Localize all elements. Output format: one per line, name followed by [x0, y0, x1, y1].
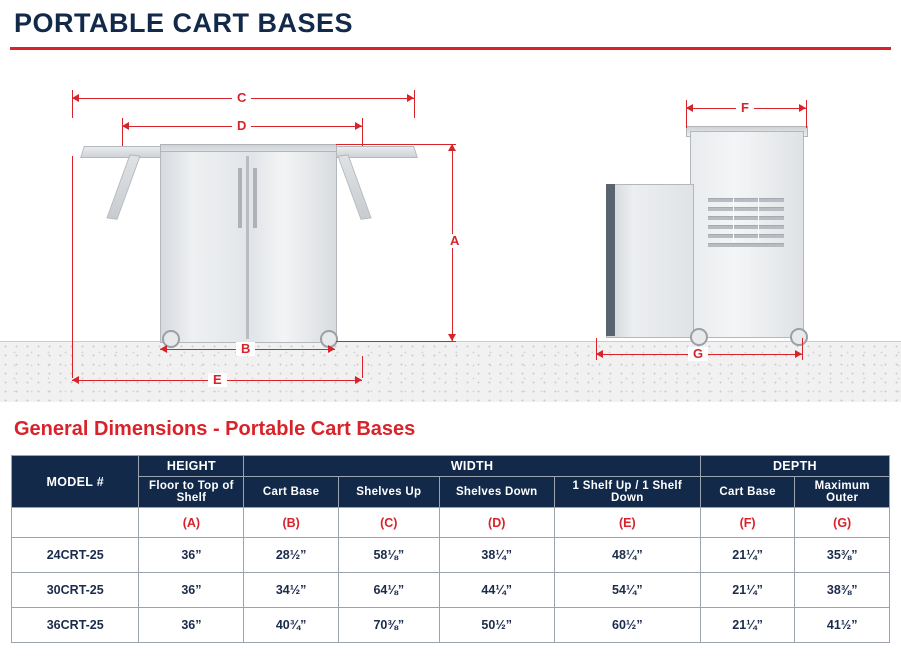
cell-width-e: 60½”: [554, 608, 700, 643]
dim-a-ext-top: [336, 144, 456, 145]
dim-label-d: D: [232, 119, 251, 133]
cell-depth-f: 21¼”: [700, 608, 795, 643]
section-heading: General Dimensions - Portable Cart Bases: [14, 418, 416, 440]
dim-b-arrow-right: [328, 345, 335, 353]
dim-e-ext-left: [72, 156, 73, 378]
dim-c-arrow-right: [407, 94, 414, 102]
dim-e-arrow-left: [72, 376, 79, 384]
cell-height-a: 36”: [139, 608, 244, 643]
vent-louvers: [708, 198, 784, 242]
vent-divider: [758, 198, 759, 242]
dim-f-ext-right: [806, 100, 807, 128]
cell-depth-g: 38⅜”: [795, 573, 890, 608]
dimensions-table: [11, 455, 890, 643]
cell-depth-f: 21¼”: [700, 573, 795, 608]
table-letter-row: [12, 508, 890, 538]
cell-model: 30CRT-25: [12, 573, 139, 608]
cell-model: 24CRT-25: [12, 538, 139, 573]
cart-door-handle-left: [238, 168, 242, 228]
header-model: MODEL #: [12, 456, 139, 508]
left-shelf-brace: [106, 154, 140, 220]
table-subheader-row: [12, 477, 890, 508]
cell-width-d: 50½”: [439, 608, 554, 643]
letter-cell-d: (D): [439, 508, 554, 538]
dim-label-c: C: [232, 91, 251, 105]
cell-height-a: 36”: [139, 573, 244, 608]
right-shelf-brace: [337, 154, 371, 220]
letter-cell-e: (E): [554, 508, 700, 538]
letter-cell-a: (A): [139, 508, 244, 538]
letter-cell-c: (C): [338, 508, 439, 538]
dim-d-arrow-left: [122, 122, 129, 130]
title-divider: [10, 47, 891, 50]
cell-width-d: 38¼”: [439, 538, 554, 573]
cell-width-b: 28½”: [244, 538, 339, 573]
subheader-maximum-outer: Maximum Outer: [795, 477, 890, 508]
table-row: [12, 538, 890, 573]
table-row: [12, 608, 890, 643]
vent-divider: [733, 198, 734, 242]
dim-g-arrow-right: [795, 350, 802, 358]
table-header-group-row: [12, 456, 890, 477]
side-view-front-edge: [606, 184, 615, 336]
cell-width-c: 64⅛”: [338, 573, 439, 608]
cart-door-split: [246, 156, 249, 339]
table-row: [12, 573, 890, 608]
dim-label-b: B: [236, 342, 255, 356]
cell-width-b: 40¾”: [244, 608, 339, 643]
letter-cell-g: (G): [795, 508, 890, 538]
header-width: WIDTH: [244, 456, 700, 477]
dim-d-arrow-right: [355, 122, 362, 130]
dim-a-arrow-down: [448, 334, 456, 341]
subheader-floor-to-top-of-shelf: Floor to Top of Shelf: [139, 477, 244, 508]
cell-depth-g: 35⅜”: [795, 538, 890, 573]
left-side-shelf: [80, 146, 166, 158]
dim-label-e: E: [208, 373, 227, 387]
dim-e-arrow-right: [355, 376, 362, 384]
cell-width-c: 70⅜”: [338, 608, 439, 643]
cell-width-b: 34½”: [244, 573, 339, 608]
subheader-shelves-up: Shelves Up: [338, 477, 439, 508]
subheader-shelves-down: Shelves Down: [439, 477, 554, 508]
dim-a-ext-bottom: [336, 341, 456, 342]
cell-width-d: 44¼”: [439, 573, 554, 608]
product-diagram: [0, 56, 901, 406]
dim-b-arrow-left: [160, 345, 167, 353]
dim-e-ext-right: [362, 356, 363, 378]
cell-depth-g: 41½”: [795, 608, 890, 643]
caster-wheel: [790, 328, 808, 346]
dim-g-ext-right: [802, 338, 803, 360]
cell-width-c: 58⅛”: [338, 538, 439, 573]
subheader-cart-base-width: Cart Base: [244, 477, 339, 508]
cell-width-e: 48¼”: [554, 538, 700, 573]
dim-f-arrow-right: [799, 104, 806, 112]
subheader-cart-base-depth: Cart Base: [700, 477, 795, 508]
ground-surface: [0, 341, 901, 402]
header-depth: DEPTH: [700, 456, 889, 477]
dim-label-f: F: [736, 101, 754, 115]
cell-model: 36CRT-25: [12, 608, 139, 643]
dim-a-arrow-up: [448, 144, 456, 151]
letter-cell-blank: [12, 508, 139, 538]
cell-depth-f: 21¼”: [700, 538, 795, 573]
cart-door-handle-right: [253, 168, 257, 228]
page-title: PORTABLE CART BASES: [14, 8, 354, 38]
cell-width-e: 54¼”: [554, 573, 700, 608]
dim-label-a: A: [445, 234, 464, 248]
dim-c-ext-right: [414, 90, 415, 118]
dim-label-g: G: [688, 347, 708, 361]
side-view-front-panel: [606, 184, 694, 338]
caster-wheel: [690, 328, 708, 346]
letter-cell-b: (B): [244, 508, 339, 538]
cell-height-a: 36”: [139, 538, 244, 573]
dim-d-ext-right: [362, 118, 363, 146]
dim-c-arrow-left: [72, 94, 79, 102]
dim-g-arrow-left: [596, 350, 603, 358]
header-height: HEIGHT: [139, 456, 244, 477]
letter-cell-f: (F): [700, 508, 795, 538]
subheader-one-shelf-up-one-down: 1 Shelf Up / 1 Shelf Down: [554, 477, 700, 508]
dim-f-arrow-left: [686, 104, 693, 112]
